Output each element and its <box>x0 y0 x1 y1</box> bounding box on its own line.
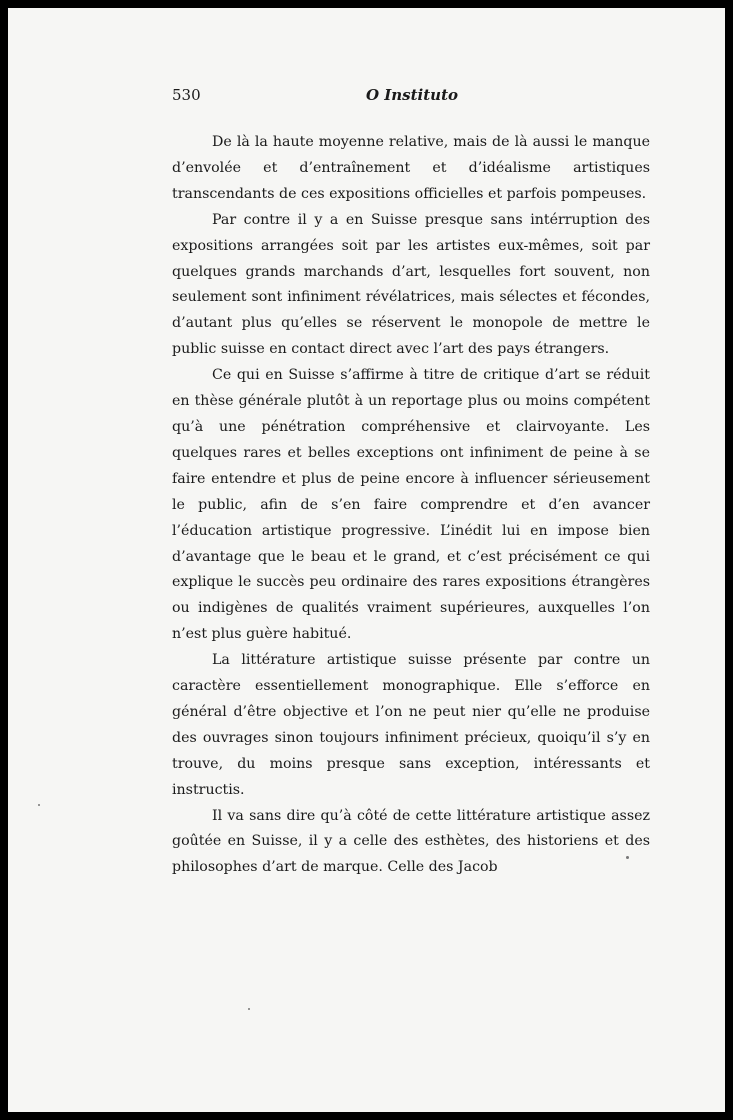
paragraph: Ce qui en Suisse s’affirme à titre de critique d’art se réduit en thèse générale plutôt à un reportage plus ou moins compétent qu’à une pénétration compréhensive et clairvoyante. Les quelques rares et belles exceptions ont infiniment de peine à se faire entendre et plus de peine encore à influencer sérieusement le public, afin de s’en faire comprendre et d’en avancer l’éducation artistique progressive. L’inédit lui en impose bien d’avantage que le beau et le grand, et c’est précisément ce qui explique le succès peu ordinaire des rares expositions étrangères ou indigènes de qualités vraiment supérieures, auxquelles l’on n’est plus guère habitué. <box>172 367 650 643</box>
paragraph: Par contre il y a en Suisse presque sans intérruption des expositions arrangées soit par les artistes eux-mêmes, soit par quelques grands marchands d’art, lesquelles fort souvent, non seulement sont infiniment révélatrices, mais sélectes et fécondes, d’autant plus qu’elles se réservent le monopole de mettre le public suisse en contact direct avec l’art des pays étrangers. <box>172 211 650 358</box>
paragraph: La littérature artistique suisse présente par contre un caractère essentiellement monographique. Elle s’efforce en général d’être objective et l’on ne peut nier qu’elle ne produise des ouvrages sinon toujours infiniment précieux, quoiqu’il s’y en trouve, du moins presque sans exception, intéressants et instructis. <box>172 652 650 798</box>
scanned-page <box>8 8 725 1112</box>
paragraph: De là la haute moyenne relative, mais de là aussi le manque d’envolée et d’entraînement et d’idéalisme artistiques transcendants de ces expositions officielles et parfois pompeuses. <box>172 134 650 202</box>
page-header <box>172 86 652 110</box>
body-text <box>172 130 650 881</box>
page-number: 530 <box>172 86 201 104</box>
running-title: O Instituto <box>365 86 459 104</box>
scan-speck <box>626 856 629 859</box>
scan-speck <box>38 804 40 806</box>
paragraph: Il va sans dire qu’à côté de cette littérature artistique assez goûtée en Suisse, il y a celle des esthètes, des historiens et des philosophes d’art de marque. Celle des Jacob <box>172 807 650 876</box>
scan-speck <box>248 1008 250 1010</box>
